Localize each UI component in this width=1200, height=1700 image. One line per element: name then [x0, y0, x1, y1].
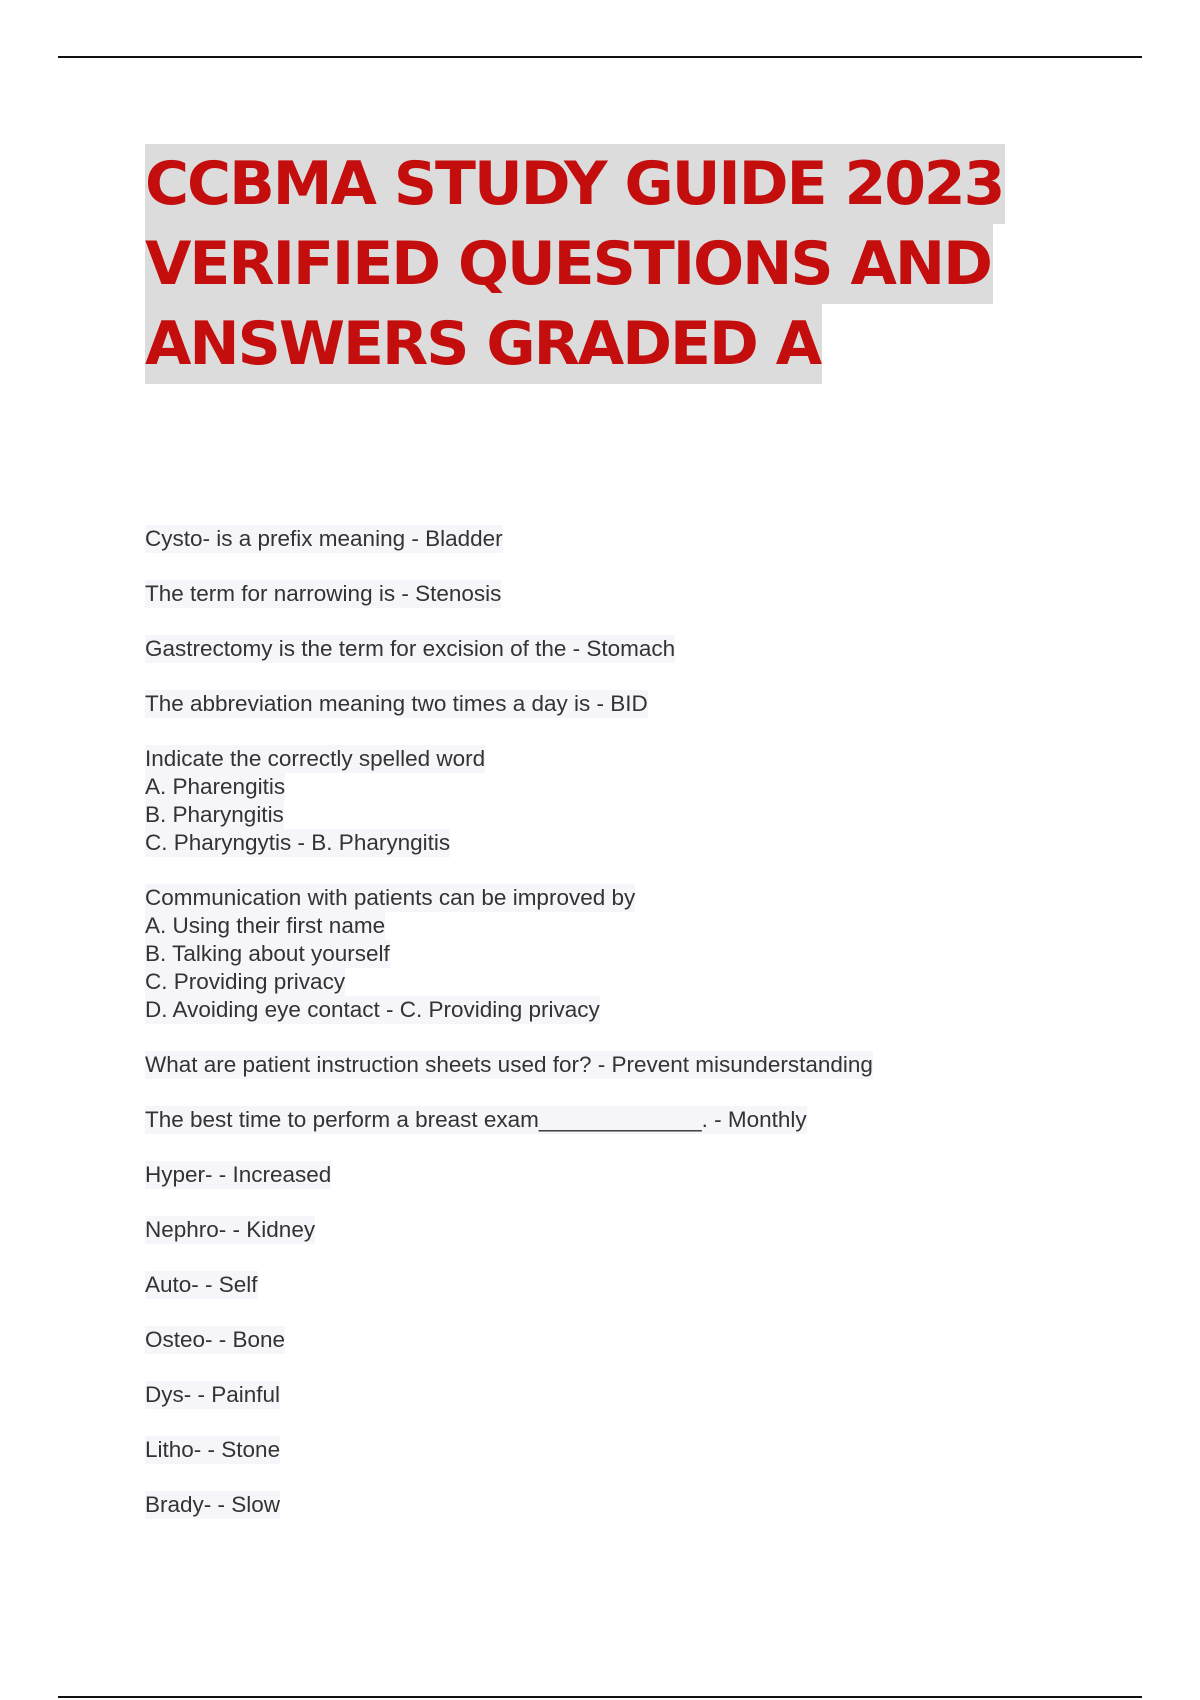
qa-item: [145, 1326, 1145, 1354]
qa-item: [145, 1491, 1145, 1519]
qa-line: C. Providing privacy: [145, 969, 346, 994]
qa-item: [145, 1381, 1145, 1409]
qa-line: B. Talking about yourself: [145, 941, 390, 966]
qa-line: Osteo- - Bone: [145, 1327, 286, 1352]
qa-line: B. Pharyngitis: [145, 802, 284, 827]
qa-line: Cysto- is a prefix meaning - Bladder: [145, 526, 503, 551]
qa-item: [145, 1051, 1145, 1079]
title-line: VERIFIED QUESTIONS AND: [145, 224, 993, 304]
qa-line: What are patient instruction sheets used for? - Prevent misunderstanding: [145, 1052, 873, 1077]
qa-line: Communication with patients can be improved by: [145, 885, 636, 910]
title-line: ANSWERS GRADED A: [145, 304, 822, 384]
title-line: CCBMA STUDY GUIDE 2023: [145, 144, 1005, 224]
qa-line: Nephro- - Kidney: [145, 1217, 316, 1242]
qa-line: The term for narrowing is - Stenosis: [145, 581, 502, 606]
qa-line: A. Using their first name: [145, 913, 386, 938]
qa-line: Brady- - Slow: [145, 1492, 281, 1517]
bottom-rule: [58, 1696, 1142, 1698]
qa-line: The best time to perform a breast exam_____________. - Monthly: [145, 1107, 807, 1132]
qa-line: Indicate the correctly spelled word: [145, 746, 486, 771]
qa-item: [145, 635, 1145, 663]
qa-line: The abbreviation meaning two times a day is - BID: [145, 691, 648, 716]
qa-line: Gastrectomy is the term for excision of the - Stomach: [145, 636, 676, 661]
qa-item: [145, 1216, 1145, 1244]
qa-line: D. Avoiding eye contact - C. Providing privacy: [145, 997, 600, 1022]
qa-item: [145, 1161, 1145, 1189]
qa-item: [145, 1106, 1145, 1134]
qa-item: [145, 690, 1145, 718]
qa-line: Dys- - Painful: [145, 1382, 281, 1407]
qa-item: [145, 580, 1145, 608]
qa-item: [145, 745, 1145, 857]
qa-list: [145, 525, 1145, 1546]
qa-line: Auto- - Self: [145, 1272, 258, 1297]
top-rule: [58, 56, 1142, 58]
qa-item: [145, 1436, 1145, 1464]
qa-item: [145, 525, 1145, 553]
qa-item: [145, 1271, 1145, 1299]
qa-item: [145, 884, 1145, 1024]
document-title: [145, 144, 1045, 384]
qa-line: Hyper- - Increased: [145, 1162, 332, 1187]
qa-line: C. Pharyngytis - B. Pharyngitis: [145, 830, 451, 855]
qa-line: Litho- - Stone: [145, 1437, 281, 1462]
qa-line: A. Pharengitis: [145, 774, 286, 799]
